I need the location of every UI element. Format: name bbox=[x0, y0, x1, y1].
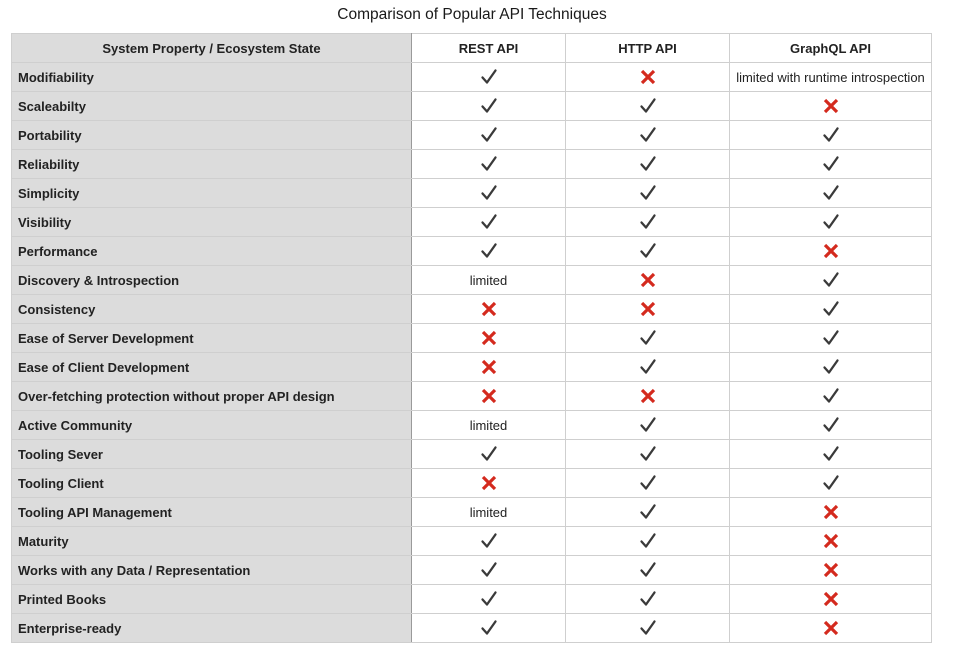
value-cell-http bbox=[566, 469, 730, 498]
value-cell-http bbox=[566, 614, 730, 643]
property-cell: Tooling Sever bbox=[12, 440, 412, 469]
cross-icon bbox=[479, 329, 499, 344]
property-cell: Maturity bbox=[12, 527, 412, 556]
table-row bbox=[12, 208, 932, 237]
property-cell: Tooling API Management bbox=[12, 498, 412, 527]
value-cell-graphql bbox=[730, 411, 932, 440]
checkmark-icon bbox=[479, 590, 499, 605]
property-cell: Ease of Client Development bbox=[12, 353, 412, 382]
checkmark-icon bbox=[479, 619, 499, 634]
checkmark-icon bbox=[638, 619, 658, 634]
property-cell: Over-fetching protection without proper API design bbox=[12, 382, 412, 411]
cross-icon bbox=[821, 619, 841, 634]
value-cell-rest bbox=[412, 527, 566, 556]
table-row bbox=[12, 121, 932, 150]
value-cell-rest bbox=[412, 92, 566, 121]
checkmark-icon bbox=[638, 155, 658, 170]
checkmark-icon bbox=[821, 213, 841, 228]
value-cell-http bbox=[566, 324, 730, 353]
value-cell-rest bbox=[412, 237, 566, 266]
value-cell-http bbox=[566, 411, 730, 440]
column-header-http: HTTP API bbox=[566, 34, 730, 63]
value-cell-http bbox=[566, 498, 730, 527]
table-row bbox=[12, 353, 932, 382]
table-row bbox=[12, 614, 932, 643]
value-cell-rest bbox=[412, 63, 566, 92]
cross-icon bbox=[479, 387, 499, 402]
cross-icon bbox=[638, 300, 658, 315]
property-cell: Consistency bbox=[12, 295, 412, 324]
value-cell-http bbox=[566, 208, 730, 237]
checkmark-icon bbox=[479, 242, 499, 257]
value-cell-http bbox=[566, 585, 730, 614]
checkmark-icon bbox=[638, 358, 658, 373]
table-row bbox=[12, 237, 932, 266]
value-cell-graphql bbox=[730, 179, 932, 208]
checkmark-icon bbox=[638, 97, 658, 112]
checkmark-icon bbox=[821, 358, 841, 373]
value-cell-http bbox=[566, 382, 730, 411]
property-cell: Performance bbox=[12, 237, 412, 266]
column-header-graphql: GraphQL API bbox=[730, 34, 932, 63]
table-row bbox=[12, 150, 932, 179]
value-cell-http bbox=[566, 527, 730, 556]
value-cell-http bbox=[566, 179, 730, 208]
checkmark-icon bbox=[638, 503, 658, 518]
property-cell: Visibility bbox=[12, 208, 412, 237]
checkmark-icon bbox=[821, 329, 841, 344]
checkmark-icon bbox=[638, 184, 658, 199]
checkmark-icon bbox=[821, 416, 841, 431]
value-cell-rest bbox=[412, 150, 566, 179]
checkmark-icon bbox=[821, 155, 841, 170]
property-cell: Works with any Data / Representation bbox=[12, 556, 412, 585]
cross-icon bbox=[638, 387, 658, 402]
property-cell: Modifiability bbox=[12, 63, 412, 92]
value-cell-rest bbox=[412, 208, 566, 237]
header-row bbox=[12, 34, 932, 63]
table-row bbox=[12, 92, 932, 121]
cross-icon bbox=[821, 532, 841, 547]
cross-icon bbox=[479, 358, 499, 373]
property-cell: Scaleabilty bbox=[12, 92, 412, 121]
value-cell-rest bbox=[412, 179, 566, 208]
checkmark-icon bbox=[821, 184, 841, 199]
value-cell-http bbox=[566, 266, 730, 295]
checkmark-icon bbox=[821, 126, 841, 141]
value-cell-graphql bbox=[730, 92, 932, 121]
value-cell-rest bbox=[412, 498, 566, 527]
property-cell: Simplicity bbox=[12, 179, 412, 208]
cross-icon bbox=[479, 474, 499, 489]
checkmark-icon bbox=[479, 126, 499, 141]
value-cell-http bbox=[566, 353, 730, 382]
checkmark-icon bbox=[479, 68, 499, 83]
table-row bbox=[12, 469, 932, 498]
checkmark-icon bbox=[479, 213, 499, 228]
value-cell-http bbox=[566, 556, 730, 585]
property-cell: Ease of Server Development bbox=[12, 324, 412, 353]
value-cell-graphql bbox=[730, 614, 932, 643]
checkmark-icon bbox=[638, 329, 658, 344]
value-cell-http bbox=[566, 237, 730, 266]
table-row bbox=[12, 266, 932, 295]
value-cell-graphql bbox=[730, 121, 932, 150]
table-row bbox=[12, 295, 932, 324]
checkmark-icon bbox=[821, 271, 841, 286]
table-row bbox=[12, 411, 932, 440]
value-cell-rest bbox=[412, 121, 566, 150]
value-cell-graphql bbox=[730, 585, 932, 614]
cross-icon bbox=[638, 68, 658, 83]
value-cell-graphql bbox=[730, 208, 932, 237]
table-row bbox=[12, 382, 932, 411]
value-text: limited bbox=[469, 417, 508, 433]
value-cell-rest bbox=[412, 614, 566, 643]
checkmark-icon bbox=[479, 184, 499, 199]
cross-icon bbox=[821, 503, 841, 518]
value-cell-http bbox=[566, 121, 730, 150]
value-cell-rest bbox=[412, 382, 566, 411]
value-cell-graphql bbox=[730, 382, 932, 411]
cross-icon bbox=[821, 561, 841, 576]
checkmark-icon bbox=[821, 445, 841, 460]
property-cell: Discovery & Introspection bbox=[12, 266, 412, 295]
page-title: Comparison of Popular API Techniques bbox=[337, 6, 607, 23]
checkmark-icon bbox=[479, 97, 499, 112]
property-cell: Active Community bbox=[12, 411, 412, 440]
checkmark-icon bbox=[638, 445, 658, 460]
checkmark-icon bbox=[638, 242, 658, 257]
checkmark-icon bbox=[638, 561, 658, 576]
value-cell-graphql bbox=[730, 63, 932, 92]
table-row bbox=[12, 179, 932, 208]
checkmark-icon bbox=[638, 416, 658, 431]
value-cell-graphql bbox=[730, 295, 932, 324]
checkmark-icon bbox=[638, 474, 658, 489]
checkmark-icon bbox=[821, 300, 841, 315]
table-row bbox=[12, 440, 932, 469]
checkmark-icon bbox=[479, 445, 499, 460]
value-cell-rest bbox=[412, 353, 566, 382]
value-text: limited bbox=[469, 272, 508, 288]
value-cell-graphql bbox=[730, 556, 932, 585]
value-cell-rest bbox=[412, 585, 566, 614]
table-row bbox=[12, 498, 932, 527]
value-cell-rest bbox=[412, 469, 566, 498]
value-cell-graphql bbox=[730, 498, 932, 527]
cross-icon bbox=[821, 590, 841, 605]
value-text: limited with runtime introspection bbox=[736, 69, 925, 85]
cross-icon bbox=[821, 97, 841, 112]
value-cell-rest bbox=[412, 266, 566, 295]
property-cell: Enterprise-ready bbox=[12, 614, 412, 643]
value-cell-http bbox=[566, 150, 730, 179]
checkmark-icon bbox=[479, 561, 499, 576]
value-cell-graphql bbox=[730, 353, 932, 382]
cross-icon bbox=[821, 242, 841, 257]
value-cell-rest bbox=[412, 295, 566, 324]
checkmark-icon bbox=[638, 126, 658, 141]
value-cell-rest bbox=[412, 411, 566, 440]
value-cell-graphql bbox=[730, 237, 932, 266]
table-row bbox=[12, 324, 932, 353]
table-row bbox=[12, 556, 932, 585]
table-row bbox=[12, 585, 932, 614]
value-cell-graphql bbox=[730, 440, 932, 469]
property-cell: Portability bbox=[12, 121, 412, 150]
column-header-rest: REST API bbox=[412, 34, 566, 63]
value-cell-graphql bbox=[730, 527, 932, 556]
checkmark-icon bbox=[821, 387, 841, 402]
checkmark-icon bbox=[479, 532, 499, 547]
value-cell-http bbox=[566, 440, 730, 469]
value-cell-graphql bbox=[730, 150, 932, 179]
property-cell: Printed Books bbox=[12, 585, 412, 614]
comparison-table bbox=[11, 33, 932, 643]
checkmark-icon bbox=[638, 532, 658, 547]
value-cell-graphql bbox=[730, 469, 932, 498]
cross-icon bbox=[479, 300, 499, 315]
table-row bbox=[12, 63, 932, 92]
property-cell: Reliability bbox=[12, 150, 412, 179]
checkmark-icon bbox=[479, 155, 499, 170]
cross-icon bbox=[638, 271, 658, 286]
checkmark-icon bbox=[638, 590, 658, 605]
table-row bbox=[12, 527, 932, 556]
table-body bbox=[12, 63, 932, 643]
value-cell-graphql bbox=[730, 266, 932, 295]
checkmark-icon bbox=[821, 474, 841, 489]
value-cell-graphql bbox=[730, 324, 932, 353]
value-cell-rest bbox=[412, 556, 566, 585]
value-cell-rest bbox=[412, 324, 566, 353]
column-header-property: System Property / Ecosystem State bbox=[12, 34, 412, 63]
value-cell-http bbox=[566, 295, 730, 324]
value-text: limited bbox=[469, 504, 508, 520]
value-cell-http bbox=[566, 92, 730, 121]
value-cell-rest bbox=[412, 440, 566, 469]
property-cell: Tooling Client bbox=[12, 469, 412, 498]
checkmark-icon bbox=[638, 213, 658, 228]
value-cell-http bbox=[566, 63, 730, 92]
